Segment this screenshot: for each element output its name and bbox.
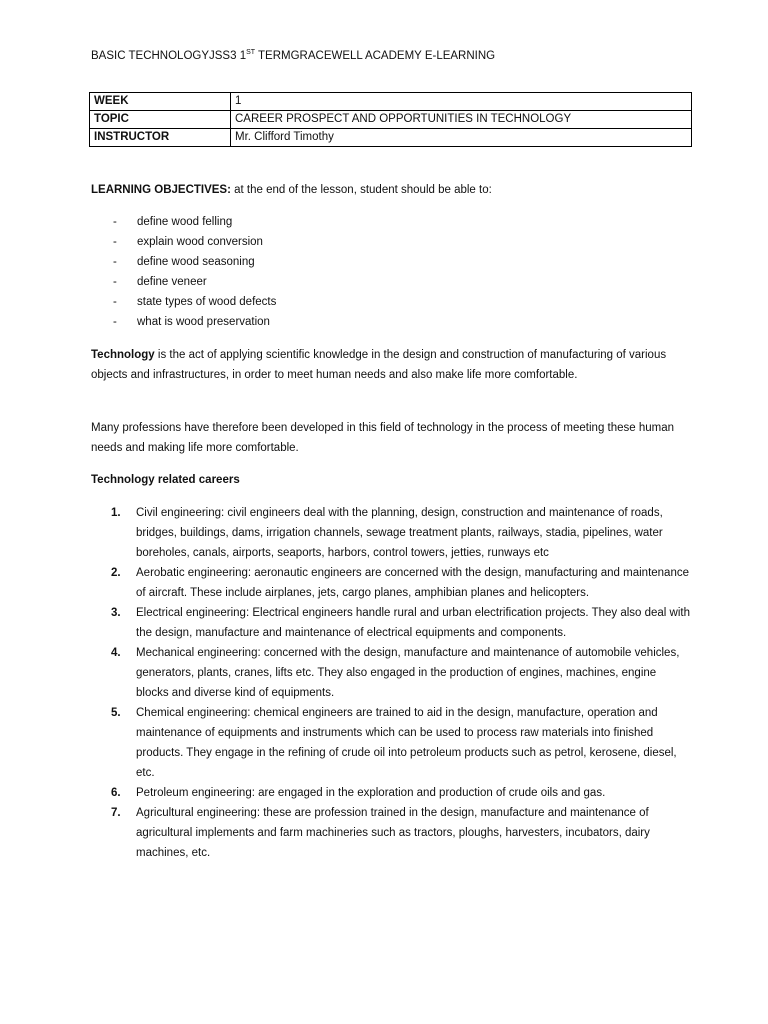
technology-term: Technology [91,349,155,361]
list-item: - explain wood conversion [113,236,263,248]
table-key: TOPIC [90,111,231,129]
list-item: - state types of wood defects [113,296,277,308]
table-value: Mr. Clifford Timothy [231,129,692,147]
header-left: BASIC TECHNOLOGYJSS3 1 [91,50,247,62]
objective-text: state types of wood defects [137,296,277,308]
learning-objectives-heading [91,180,492,200]
career-text: Electrical engineering: Electrical engineers handle rural and urban electrification projects. They also deal with the design, manufacture and maintenance of electrical equipments and components. [136,607,691,639]
table-row [90,111,692,129]
objective-text: what is wood preservation [137,316,270,328]
technology-definition-text: is the act of applying scientific knowledge in the design and construction of manufacturing of various objects and infrastructures, in order to meet human needs and also make life more comfortable. [91,349,667,381]
table-value: 1 [231,93,692,111]
list-item [91,703,691,783]
career-text: Chemical engineering: chemical engineers are trained to aid in the design, manufacture, operation and maintenance of equipments and instruments which can be used to process raw materials into finished products. They engage in the refining of crude oil into petroleum products such as petrol, kerosene, diesel, etc. [136,707,677,779]
list-item: - define wood felling [113,216,233,228]
objective-text: define veneer [137,276,207,288]
list-item [91,643,691,703]
list-item [91,803,691,863]
career-text: Civil engineering: civil engineers deal with the planning, design, construction and maintenance of roads, bridges, buildings, dams, irrigation channels, sewage treatment plants, railways, stadia, pipelines, water boreholes, canals, airports, seaports, harbors, control towers, jetties, runways etc [136,507,663,559]
objectives-intro: at the end of the lesson, student should be able to: [230,184,492,196]
list-item [91,783,691,803]
careers-heading: Technology related careers [91,474,240,486]
list-item [91,503,691,563]
lesson-info-table [89,92,692,147]
list-item [91,603,691,643]
career-text: Aerobatic engineering: aeronautic engineers are concerned with the design, manufacturing and maintenance of aircraft. These include airplanes, jets, cargo planes, amphibian planes and helicopters. [136,567,689,599]
career-text: Petroleum engineering: are engaged in the exploration and production of crude oils and gas. [136,787,606,799]
table-row [90,93,692,111]
career-text: Agricultural engineering: these are profession trained in the design, manufacture and maintenance of agricultural implements and farm machineries such as tractors, ploughs, harvesters, incubators, dairy machines, etc. [136,807,650,859]
list-item: - define veneer [113,276,207,288]
item-number: 1. [111,507,121,519]
list-item [91,563,691,603]
header-superscript: ST [246,49,256,57]
objective-text: define wood seasoning [137,256,255,268]
objective-text: explain wood conversion [137,236,263,248]
item-number: 7. [111,807,121,819]
table-row [90,129,692,147]
item-number: 2. [111,567,121,579]
objectives-list [91,212,276,332]
technology-definition-paragraph [91,345,681,385]
career-text: Mechanical engineering: concerned with the design, manufacture and maintenance of automobile vehicles, generators, plants, cranes, lifts etc. They also engaged in the production of engines, machines, engine blocks and diverse kind of equipments. [136,647,680,699]
item-number: 6. [111,787,121,799]
header-right: TERMGRACEWELL ACADEMY E-LEARNING [255,50,496,62]
list-item: - define wood seasoning [113,256,255,268]
item-number: 3. [111,607,121,619]
careers-list [91,503,691,863]
item-number: 4. [111,647,121,659]
item-number: 5. [111,707,121,719]
objective-text: define wood felling [137,216,233,228]
table-key: WEEK [90,93,231,111]
list-item: - what is wood preservation [113,316,270,328]
professions-paragraph: Many professions have therefore been developed in this field of technology in the process of meeting these human needs and making life more comfortable. [91,422,675,454]
objectives-label: LEARNING OBJECTIVES: [91,184,231,196]
document-header [91,46,495,66]
table-value: CAREER PROSPECT AND OPPORTUNITIES IN TECHNOLOGY [231,111,692,129]
table-key: INSTRUCTOR [90,129,231,147]
